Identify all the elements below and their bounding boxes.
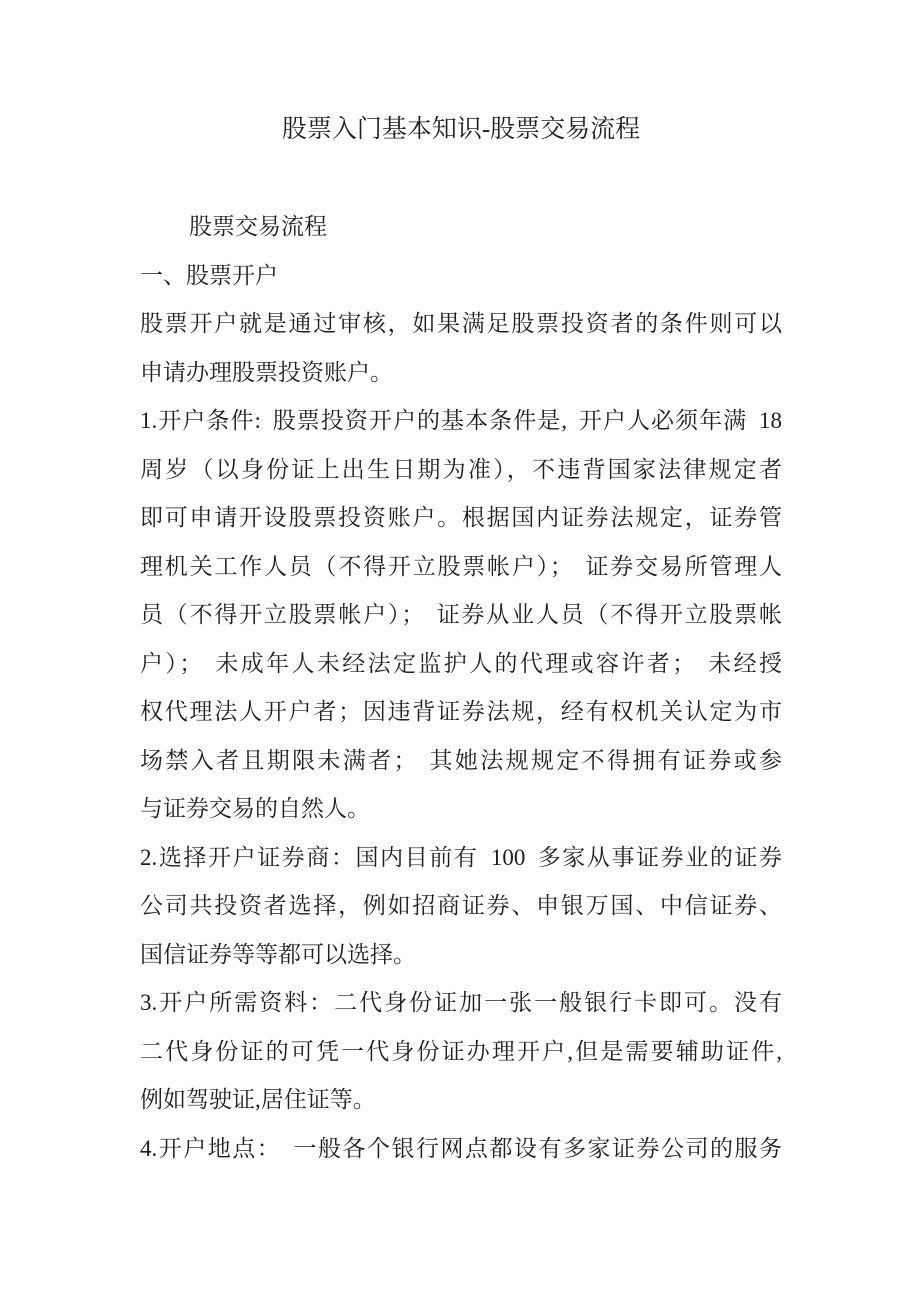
text-line: 与证券交易的自然人。 <box>140 796 370 821</box>
text-line: 周岁（以身份证上出生日期为准），不违背国家法律规定者 <box>140 456 782 482</box>
text-line: 二代身份证的可凭一代身份证办理开户,但是需要辅助证件, <box>140 1038 782 1064</box>
text-line: 一、股票开户 <box>140 262 278 288</box>
text-line: 员（不得开立股票帐户）； 证券从业人员（不得开立股票帐 <box>140 602 782 627</box>
text-line: 公司共投资者选择，例如招商证券、申银万国、中信证券、 <box>140 893 782 918</box>
text-line: 3.开户所需资料：二代身份证加一张一般银行卡即可。没有 <box>140 990 782 1015</box>
text-line: 即可申请开设股票投资账户。根据国内证券法规定，证券管 <box>140 505 782 530</box>
document-title: 股票入门基本知识-股票交易流程 <box>281 116 641 143</box>
text-line: 股票开户就是通过审核，如果满足股票投资者的条件则可以 <box>140 311 782 336</box>
text-line: 例如驾驶证,居住证等。 <box>140 1087 376 1112</box>
text-line: 申请办理股票投资账户。 <box>140 359 393 385</box>
text-line: 1.开户条件: 股票投资开户的基本条件是, 开户人必须年满 18 <box>140 408 782 433</box>
text-line: 权代理法人开户者；因违背证券法规，经有权机关认定为市 <box>140 699 782 724</box>
text-line: 国信证券等等都可以选择。 <box>140 941 416 967</box>
text-line: 户）； 未成年人未经法定监护人的代理或容许者； 未经授 <box>140 650 782 676</box>
text-line: 股票交易流程 <box>189 214 327 239</box>
text-line: 理机关工作人员（不得开立股票帐户）； 证券交易所管理人 <box>140 553 782 579</box>
text-line: 2.选择开户证券商：国内目前有 100 多家从事证券业的证券 <box>140 844 782 870</box>
text-line: 4.开户地点： 一般各个银行网点都设有多家证券公司的服务 <box>140 1135 782 1161</box>
text-line: 场禁入者且期限未满者； 其她法规规定不得拥有证券或参 <box>140 747 782 773</box>
document-body <box>140 203 782 1173</box>
